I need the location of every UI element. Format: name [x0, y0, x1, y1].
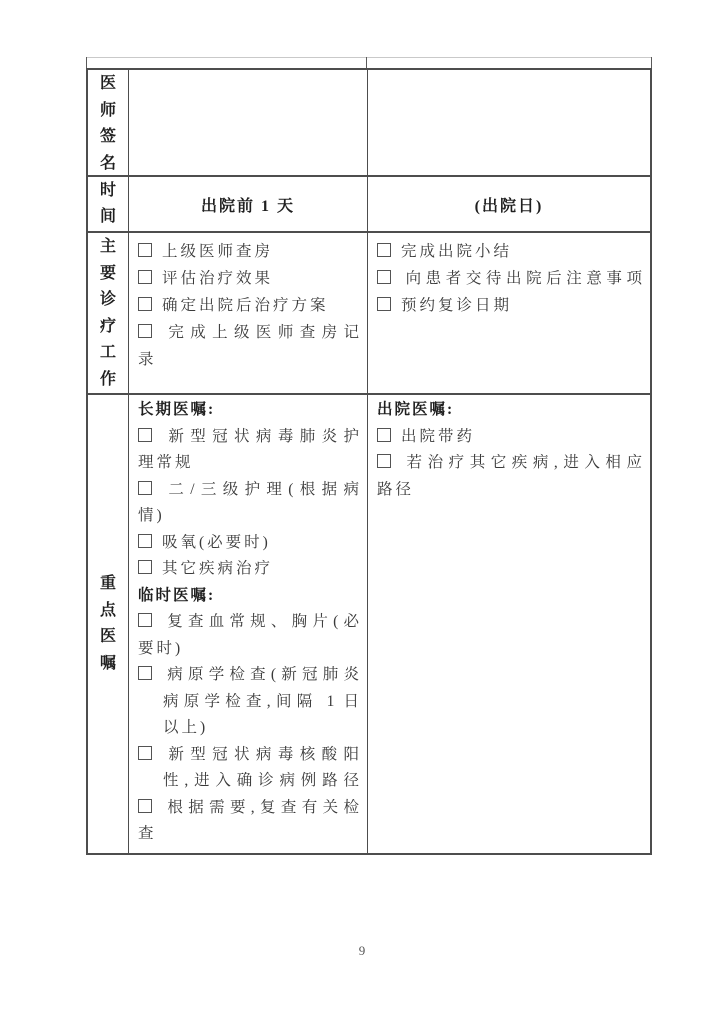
- order-group-label: [377, 397, 642, 424]
- work-checklist-discharge-day: [368, 233, 650, 395]
- checklist-line: [138, 503, 359, 530]
- checklist-text: 吸氧(必要时): [162, 533, 271, 551]
- checkbox-icon: [138, 243, 152, 257]
- page-number: 9: [358, 943, 366, 958]
- row-header-time: [88, 177, 129, 233]
- checkbox-icon: [377, 243, 391, 257]
- checklist-line: [138, 556, 359, 583]
- checklist-line: [377, 238, 642, 265]
- checklist-text: 情): [138, 507, 165, 524]
- checklist-text: 出院医嘱:: [377, 401, 455, 418]
- checklist-line: [138, 662, 359, 689]
- checklist-text: 路径: [377, 480, 415, 498]
- checkbox-icon: [377, 428, 391, 442]
- row-header-physician-signature: [88, 70, 129, 177]
- checklist-text: 录: [138, 351, 157, 368]
- table-break-stub-left: [86, 57, 87, 68]
- checkbox-icon: [377, 270, 391, 284]
- checkbox-icon: [138, 428, 152, 442]
- checklist-text: 长期医嘱:: [138, 401, 216, 418]
- checkbox-icon: [138, 324, 152, 338]
- checklist-line: [138, 609, 359, 636]
- checkbox-icon: [377, 297, 391, 311]
- signature-cell-before-discharge: [129, 70, 368, 177]
- orders-checklist-before-discharge: [129, 395, 368, 853]
- checklist-text: 性,进入确诊病例路径: [163, 772, 359, 789]
- checklist-line: [138, 238, 359, 265]
- clinical-pathway-table: [86, 68, 652, 855]
- checklist-text: 查: [138, 825, 157, 842]
- checklist-text: 若治疗其它疾病,进入相应: [401, 454, 642, 471]
- checkbox-icon: [138, 613, 152, 627]
- checklist-line: [138, 821, 359, 848]
- checklist-line: [138, 477, 359, 504]
- checklist-line: [138, 636, 359, 663]
- checklist-text: 病原学检查(新冠肺炎: [162, 666, 359, 683]
- row-header-label: 医师签名: [99, 75, 116, 172]
- row-header-label: 时间: [99, 181, 116, 225]
- row-header-label: 重点医嘱: [99, 575, 116, 672]
- checklist-text: 完成上级医师查房记: [162, 324, 359, 341]
- table-break-stub-middle: [366, 57, 367, 68]
- checklist-line: [377, 292, 642, 319]
- checklist-text: 要时): [138, 639, 184, 657]
- checklist-line: [377, 424, 642, 451]
- row-header-label: 主要诊疗工作: [99, 238, 116, 388]
- checklist-text: 二/三级护理(根据病: [162, 480, 359, 498]
- checklist-text: 预约复诊日期: [401, 297, 513, 314]
- row-header-key-orders: [88, 395, 129, 853]
- checklist-text: 新型冠状病毒核酸阳: [162, 745, 359, 763]
- checklist-text: 新型冠状病毒肺炎护: [162, 427, 359, 445]
- checklist-text: 向患者交待出院后注意事项: [401, 270, 642, 287]
- table-break-stub-right: [651, 57, 652, 68]
- checklist-text: 临时医嘱:: [138, 586, 216, 604]
- orders-checklist-discharge-day: [368, 395, 650, 853]
- checklist-line: [138, 346, 359, 373]
- table-page-break-line: [86, 57, 652, 58]
- row-header-main-work: [88, 233, 129, 395]
- checklist-text: 病原学检查,间隔 1 日: [163, 692, 359, 710]
- checklist-text: 确定出院后治疗方案: [162, 297, 329, 314]
- checklist-line: [138, 530, 359, 557]
- checklist-line: [138, 319, 359, 346]
- order-group-label: [138, 397, 359, 424]
- checkbox-icon: [138, 534, 152, 548]
- checklist-line: [377, 477, 642, 504]
- checklist-line: [377, 450, 642, 477]
- checklist-text: 其它疾病治疗: [162, 560, 274, 577]
- checklist-text: 理常规: [138, 454, 194, 471]
- checkbox-icon: [138, 746, 152, 760]
- checkbox-icon: [138, 297, 152, 311]
- checklist-line: [138, 265, 359, 292]
- checkbox-icon: [138, 270, 152, 284]
- checkbox-icon: [377, 454, 391, 468]
- checklist-line: [377, 265, 642, 292]
- work-checklist-before-discharge: [129, 233, 368, 395]
- checkbox-icon: [138, 666, 152, 680]
- checklist-text: 以上): [163, 719, 209, 736]
- checkbox-icon: [138, 799, 152, 813]
- checkbox-icon: [138, 560, 152, 574]
- checklist-text: 出院带药: [401, 427, 476, 445]
- checklist-line: [138, 424, 359, 451]
- checklist-text: 复查血常规、胸片(必: [162, 613, 359, 630]
- checklist-line: [138, 689, 359, 716]
- checklist-line: [138, 795, 359, 822]
- order-group-label: [138, 583, 359, 610]
- checklist-text: 完成出院小结: [401, 243, 513, 260]
- checklist-line: [138, 742, 359, 769]
- checklist-line: [138, 292, 359, 319]
- checklist-line: [138, 768, 359, 795]
- checklist-text: 上级医师查房: [162, 243, 274, 260]
- checkbox-icon: [138, 481, 152, 495]
- checklist-text: 根据需要,复查有关检: [162, 798, 359, 816]
- signature-cell-discharge-day: [368, 70, 650, 177]
- time-before-discharge-label: 出院前 1 天: [129, 177, 368, 233]
- time-discharge-day-label: (出院日): [368, 177, 650, 233]
- checklist-line: [138, 450, 359, 477]
- checklist-line: [138, 715, 359, 742]
- checklist-text: 评估治疗效果: [162, 270, 274, 287]
